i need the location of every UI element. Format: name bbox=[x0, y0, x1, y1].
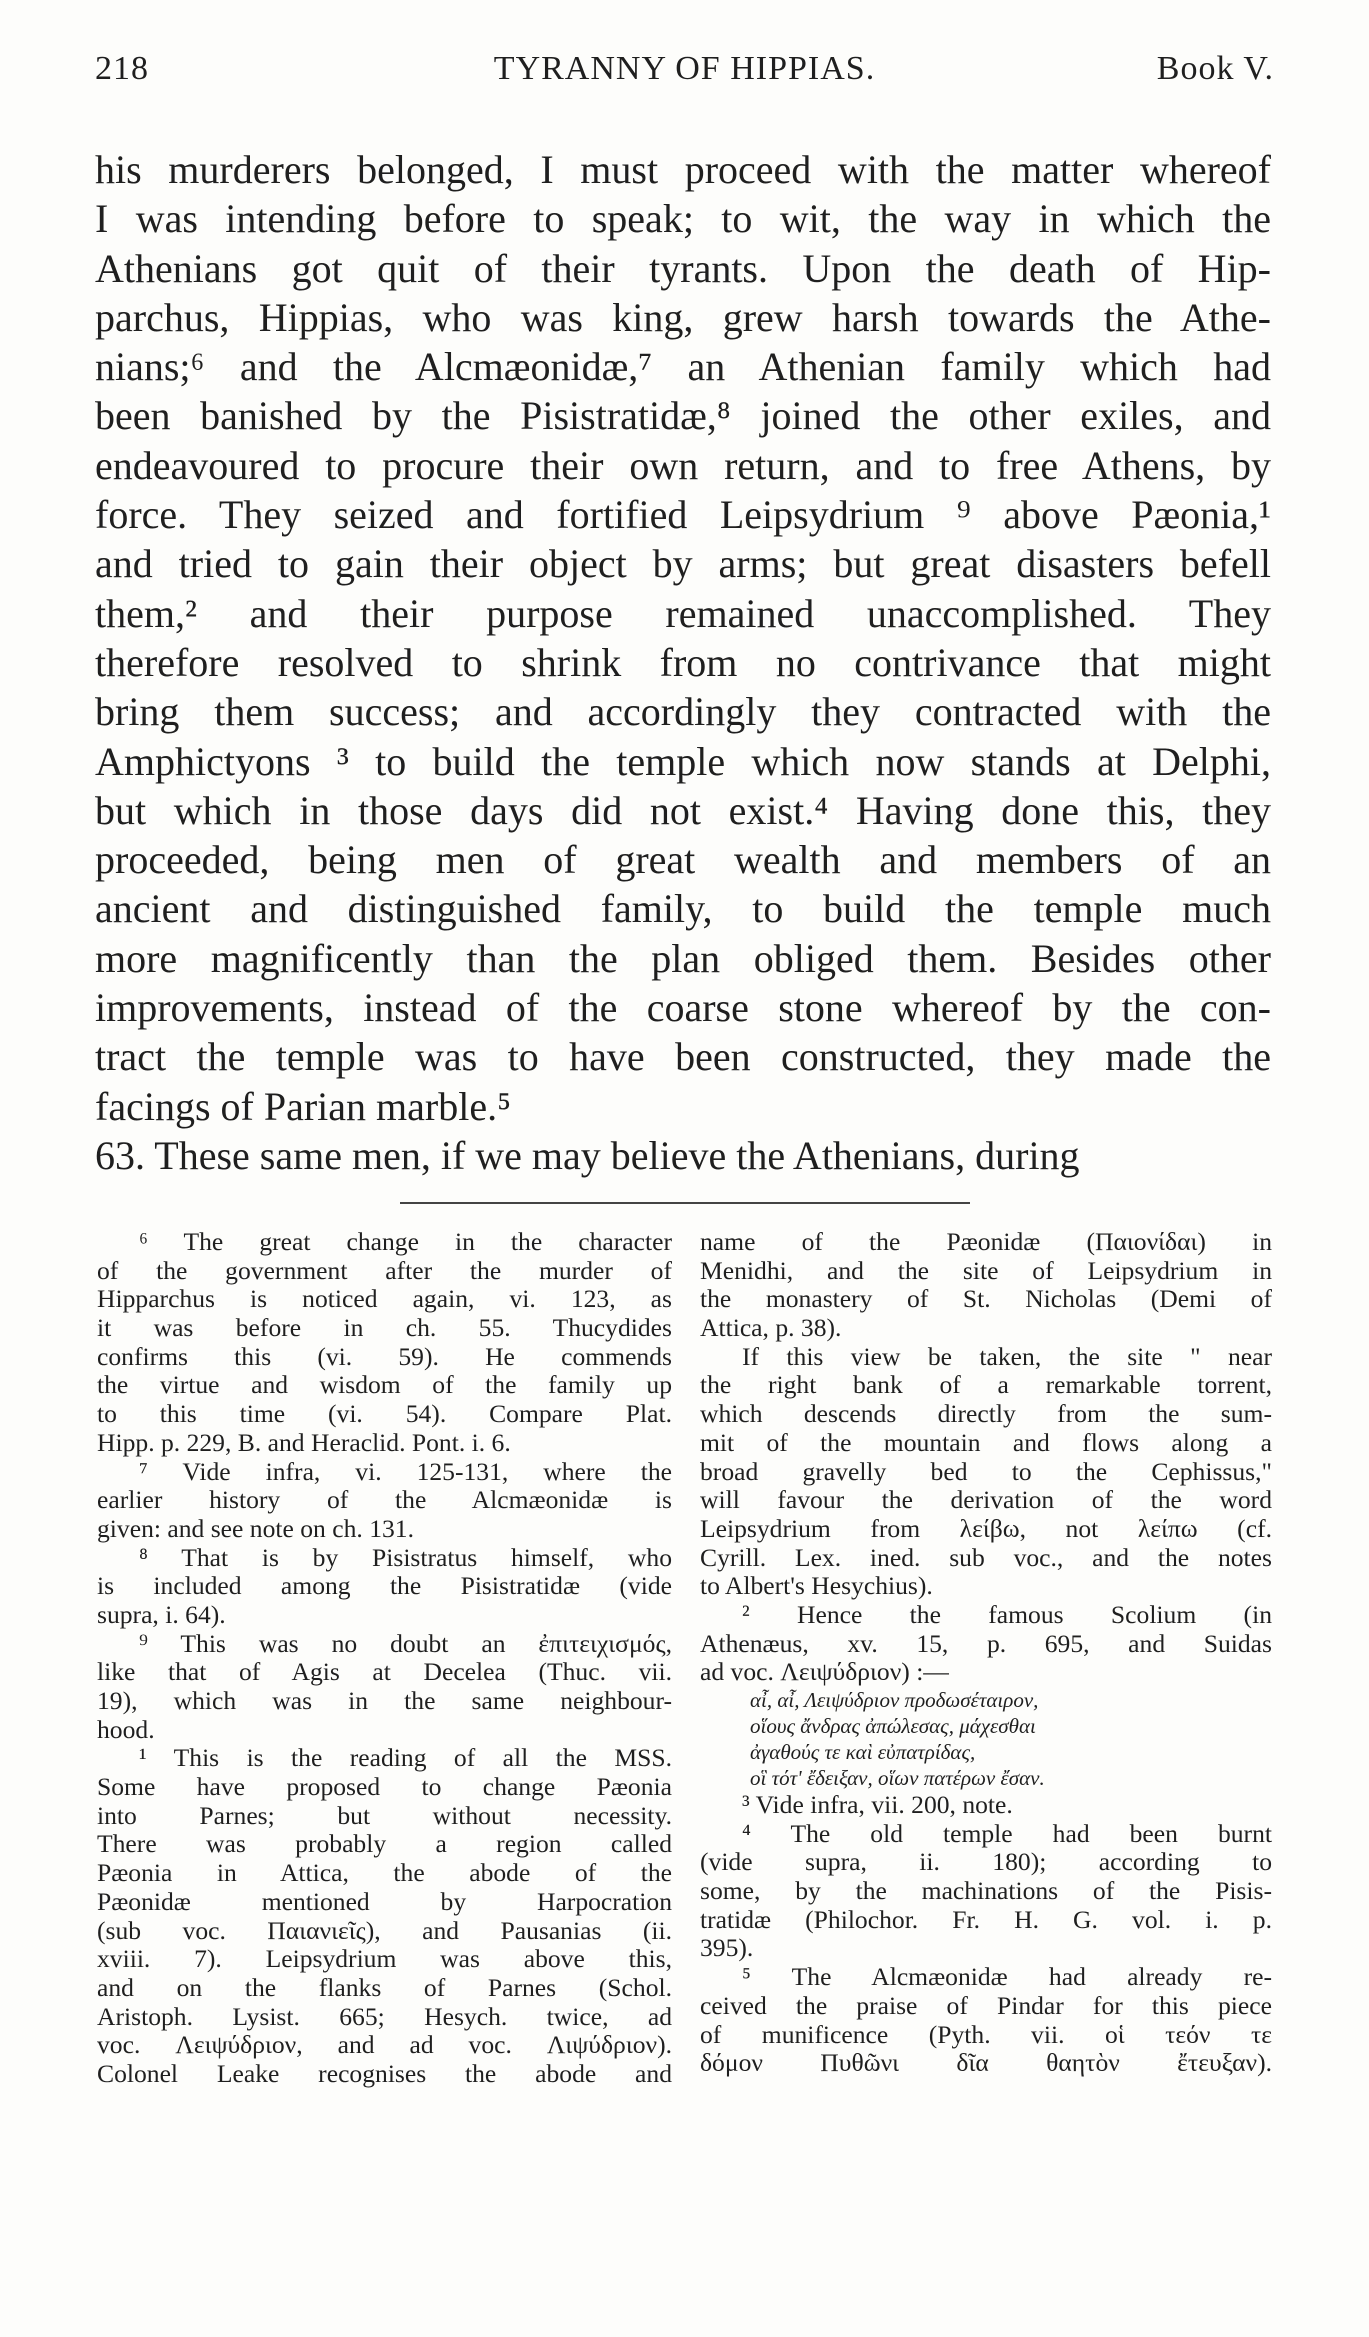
footnote-line: ⁴ The old temple had been burnt bbox=[742, 1819, 1272, 1848]
body-text-line: tract the temple was to have been constructed, they made the bbox=[95, 1034, 1271, 1080]
footnote-line: it was before in ch. 55. Thucydides bbox=[97, 1314, 672, 1343]
footnote-line: There was probably a region called bbox=[97, 1830, 672, 1859]
footnote-line: into Parnes; but without necessity. bbox=[97, 1801, 672, 1830]
body-text-line: therefore resolved to shrink from no contrivance that might bbox=[95, 639, 1271, 685]
footnote-line: tratidæ (Philochor. Fr. H. G. vol. i. p. bbox=[700, 1905, 1272, 1934]
footnote-line: ⁵ The Alcmæonidæ had already re- bbox=[742, 1963, 1272, 1992]
footnote-line: Attica, p. 38). bbox=[700, 1314, 842, 1343]
body-text-line: Athenians got quit of their tyrants. Upon the death of Hip- bbox=[95, 245, 1271, 291]
scolium-verse-line: οἳ τότ' ἔδειξαν, οἵων πατέρων ἔσαν. bbox=[750, 1766, 1045, 1790]
footnote-line: xviii. 7). Leipsydrium was above this, bbox=[97, 1945, 672, 1974]
footnote-divider bbox=[400, 1202, 970, 1204]
footnote-line: of the government after the murder of bbox=[97, 1256, 672, 1285]
footnote-line: some, by the machinations of the Pisis- bbox=[700, 1877, 1272, 1906]
footnotes-right-column bbox=[700, 1228, 1272, 2078]
footnote-line: confirms this (vi. 59). He commends bbox=[97, 1342, 672, 1371]
footnote-line: Aristoph. Lysist. 665; Hesych. twice, ad bbox=[97, 2002, 672, 2031]
footnote-line: hood. bbox=[97, 1715, 155, 1744]
page-number: 218 bbox=[95, 50, 149, 87]
scolium-verse-line: αἶ, αἶ, Λειψύδριον προδωσέταιρον, bbox=[750, 1688, 1039, 1712]
footnote-line: supra, i. 64). bbox=[97, 1600, 226, 1629]
scolium-verse-line: ἀγαθούς τε καὶ εὐπατρίδας, bbox=[750, 1740, 976, 1764]
footnote-line: δόμον Πυθῶνι δῖα θαητὸν ἔτευξαν). bbox=[700, 2049, 1272, 2078]
footnote-line: (vide supra, ii. 180); according to bbox=[700, 1848, 1272, 1877]
footnote-line: broad gravelly bed to the Cephissus," bbox=[700, 1457, 1272, 1486]
footnote-line: ceived the praise of Pindar for this piece bbox=[700, 1991, 1272, 2020]
footnote-line: 19), which was in the same neighbour- bbox=[97, 1687, 672, 1715]
book-label: Book V. bbox=[1156, 50, 1274, 87]
body-text-line: more magnificently than the plan obliged them. Besides other bbox=[95, 935, 1271, 981]
body-text-line: 63. These same men, if we may believe the Athenians, during bbox=[95, 1132, 1080, 1178]
footnote-line: Menidhi, and the site of Leipsydrium in bbox=[700, 1256, 1272, 1285]
footnote-line: Pæonidæ mentioned by Harpocration bbox=[97, 1887, 672, 1916]
footnote-line: ⁷ Vide infra, vi. 125-131, where the bbox=[139, 1457, 672, 1486]
footnote-line: is included among the Pisistratidæ (vide bbox=[97, 1572, 672, 1601]
footnote-line: which descends directly from the sum- bbox=[700, 1400, 1272, 1429]
footnote-line: 395). bbox=[700, 1934, 754, 1963]
footnote-line: mit of the mountain and flows along a bbox=[700, 1428, 1272, 1457]
footnote-line: If this view be taken, the site " near bbox=[742, 1342, 1272, 1371]
footnote-line: will favour the derivation of the word bbox=[700, 1486, 1272, 1515]
footnote-line: Leipsydrium from λείβω, not λείπω (cf. bbox=[700, 1514, 1272, 1543]
footnote-line: Pæonia in Attica, the abode of the bbox=[97, 1859, 672, 1888]
body-text-line: I was intending before to speak; to wit, the way in which the bbox=[95, 196, 1271, 242]
body-text-line: but which in those days did not exist.⁴ Having done this, they bbox=[95, 787, 1271, 833]
footnote-line: Some have proposed to change Pæonia bbox=[97, 1773, 672, 1802]
footnote-line: of munificence (Pyth. vii. οἱ τεόν τε bbox=[700, 2020, 1272, 2049]
body-text-line: ancient and distinguished family, to build the temple much bbox=[95, 886, 1271, 932]
footnote-line: Hipp. p. 229, B. and Heraclid. Pont. i. 6. bbox=[97, 1428, 511, 1457]
footnotes-left-column bbox=[97, 1228, 672, 2089]
body-text-line: facings of Parian marble.⁵ bbox=[95, 1083, 512, 1129]
body-text-line: endeavoured to procure their own return, and to free Athens, by bbox=[95, 442, 1271, 488]
body-text-line: been banished by the Pisistratidæ,⁸ joined the other exiles, and bbox=[95, 393, 1271, 439]
body-text-line: improvements, instead of the coarse stone whereof by the con- bbox=[95, 985, 1271, 1031]
footnote-line: ¹ This is the reading of all the MSS. bbox=[139, 1744, 672, 1773]
main-text bbox=[95, 145, 1271, 1180]
footnote-line: to this time (vi. 54). Compare Plat. bbox=[97, 1400, 672, 1429]
footnote-line: Athenæus, xv. 15, p. 695, and Suidas bbox=[700, 1629, 1272, 1658]
footnote-line: Colonel Leake recognises the abode and bbox=[97, 2059, 672, 2088]
footnote-line: Cyrill. Lex. ined. sub voc., and the notes bbox=[700, 1543, 1272, 1572]
footnote-line: ² Hence the famous Scolium (in bbox=[742, 1600, 1272, 1629]
footnote-line: ad voc. Λειψύδριον) :— bbox=[700, 1658, 949, 1687]
footnote-line: Hipparchus is noticed again, vi. 123, as bbox=[97, 1285, 672, 1314]
footnote-line: name of the Pæonidæ (Παιονίδαι) in bbox=[700, 1228, 1272, 1256]
footnote-line: ³ Vide infra, vii. 200, note. bbox=[742, 1791, 1013, 1819]
body-text-line: and tried to gain their object by arms; but great disasters befell bbox=[95, 541, 1271, 587]
scolium-verse-line: οἵους ἄνδρας ἀπώλεσας, μάχεσθαι bbox=[750, 1714, 1036, 1738]
body-text-line: bring them success; and accordingly they contracted with the bbox=[95, 689, 1271, 735]
footnote-line: voc. Λειψύδριον, and ad voc. Λιψύδριον). bbox=[97, 2031, 672, 2060]
footnote-line: the right bank of a remarkable torrent, bbox=[700, 1371, 1272, 1400]
body-text-line: force. They seized and fortified Leipsydrium ⁹ above Pæonia,¹ bbox=[95, 492, 1271, 538]
footnote-line: given: and see note on ch. 131. bbox=[97, 1514, 414, 1543]
footnote-line: ⁶ The great change in the character bbox=[139, 1228, 672, 1256]
footnote-line: earlier history of the Alcmæonidæ is bbox=[97, 1486, 672, 1515]
footnote-line: to Albert's Hesychius). bbox=[700, 1572, 933, 1601]
footnote-line: the monastery of St. Nicholas (Demi of bbox=[700, 1285, 1272, 1314]
footnote-line: the virtue and wisdom of the family up bbox=[97, 1371, 672, 1400]
body-text-line: parchus, Hippias, who was king, grew harsh towards the Athe- bbox=[95, 294, 1271, 340]
body-text-line: Amphictyons ³ to build the temple which now stands at Delphi, bbox=[95, 738, 1271, 784]
footnote-line: ⁸ That is by Pisistratus himself, who bbox=[139, 1543, 672, 1572]
footnote-line: ⁹ This was no doubt an ἐπιτειχισμός, bbox=[139, 1629, 672, 1658]
footnote-line: and on the flanks of Parnes (Schol. bbox=[97, 1973, 672, 2002]
footnote-line: (sub voc. Παιανιεῖς), and Pausanias (ii. bbox=[97, 1916, 672, 1945]
body-text-line: proceeded, being men of great wealth and members of an bbox=[95, 837, 1271, 883]
body-text-line: them,² and their purpose remained unaccomplished. They bbox=[95, 590, 1271, 636]
footnote-line: like that of Agis at Decelea (Thuc. vii. bbox=[97, 1658, 672, 1687]
running-header bbox=[95, 50, 1274, 110]
running-title: TYRANNY OF HIPPIAS. bbox=[493, 50, 876, 87]
body-text-line: nians;⁶ and the Alcmæonidæ,⁷ an Athenian family which had bbox=[95, 344, 1271, 390]
body-text-line: his murderers belonged, I must proceed with the matter whereof bbox=[95, 147, 1271, 192]
